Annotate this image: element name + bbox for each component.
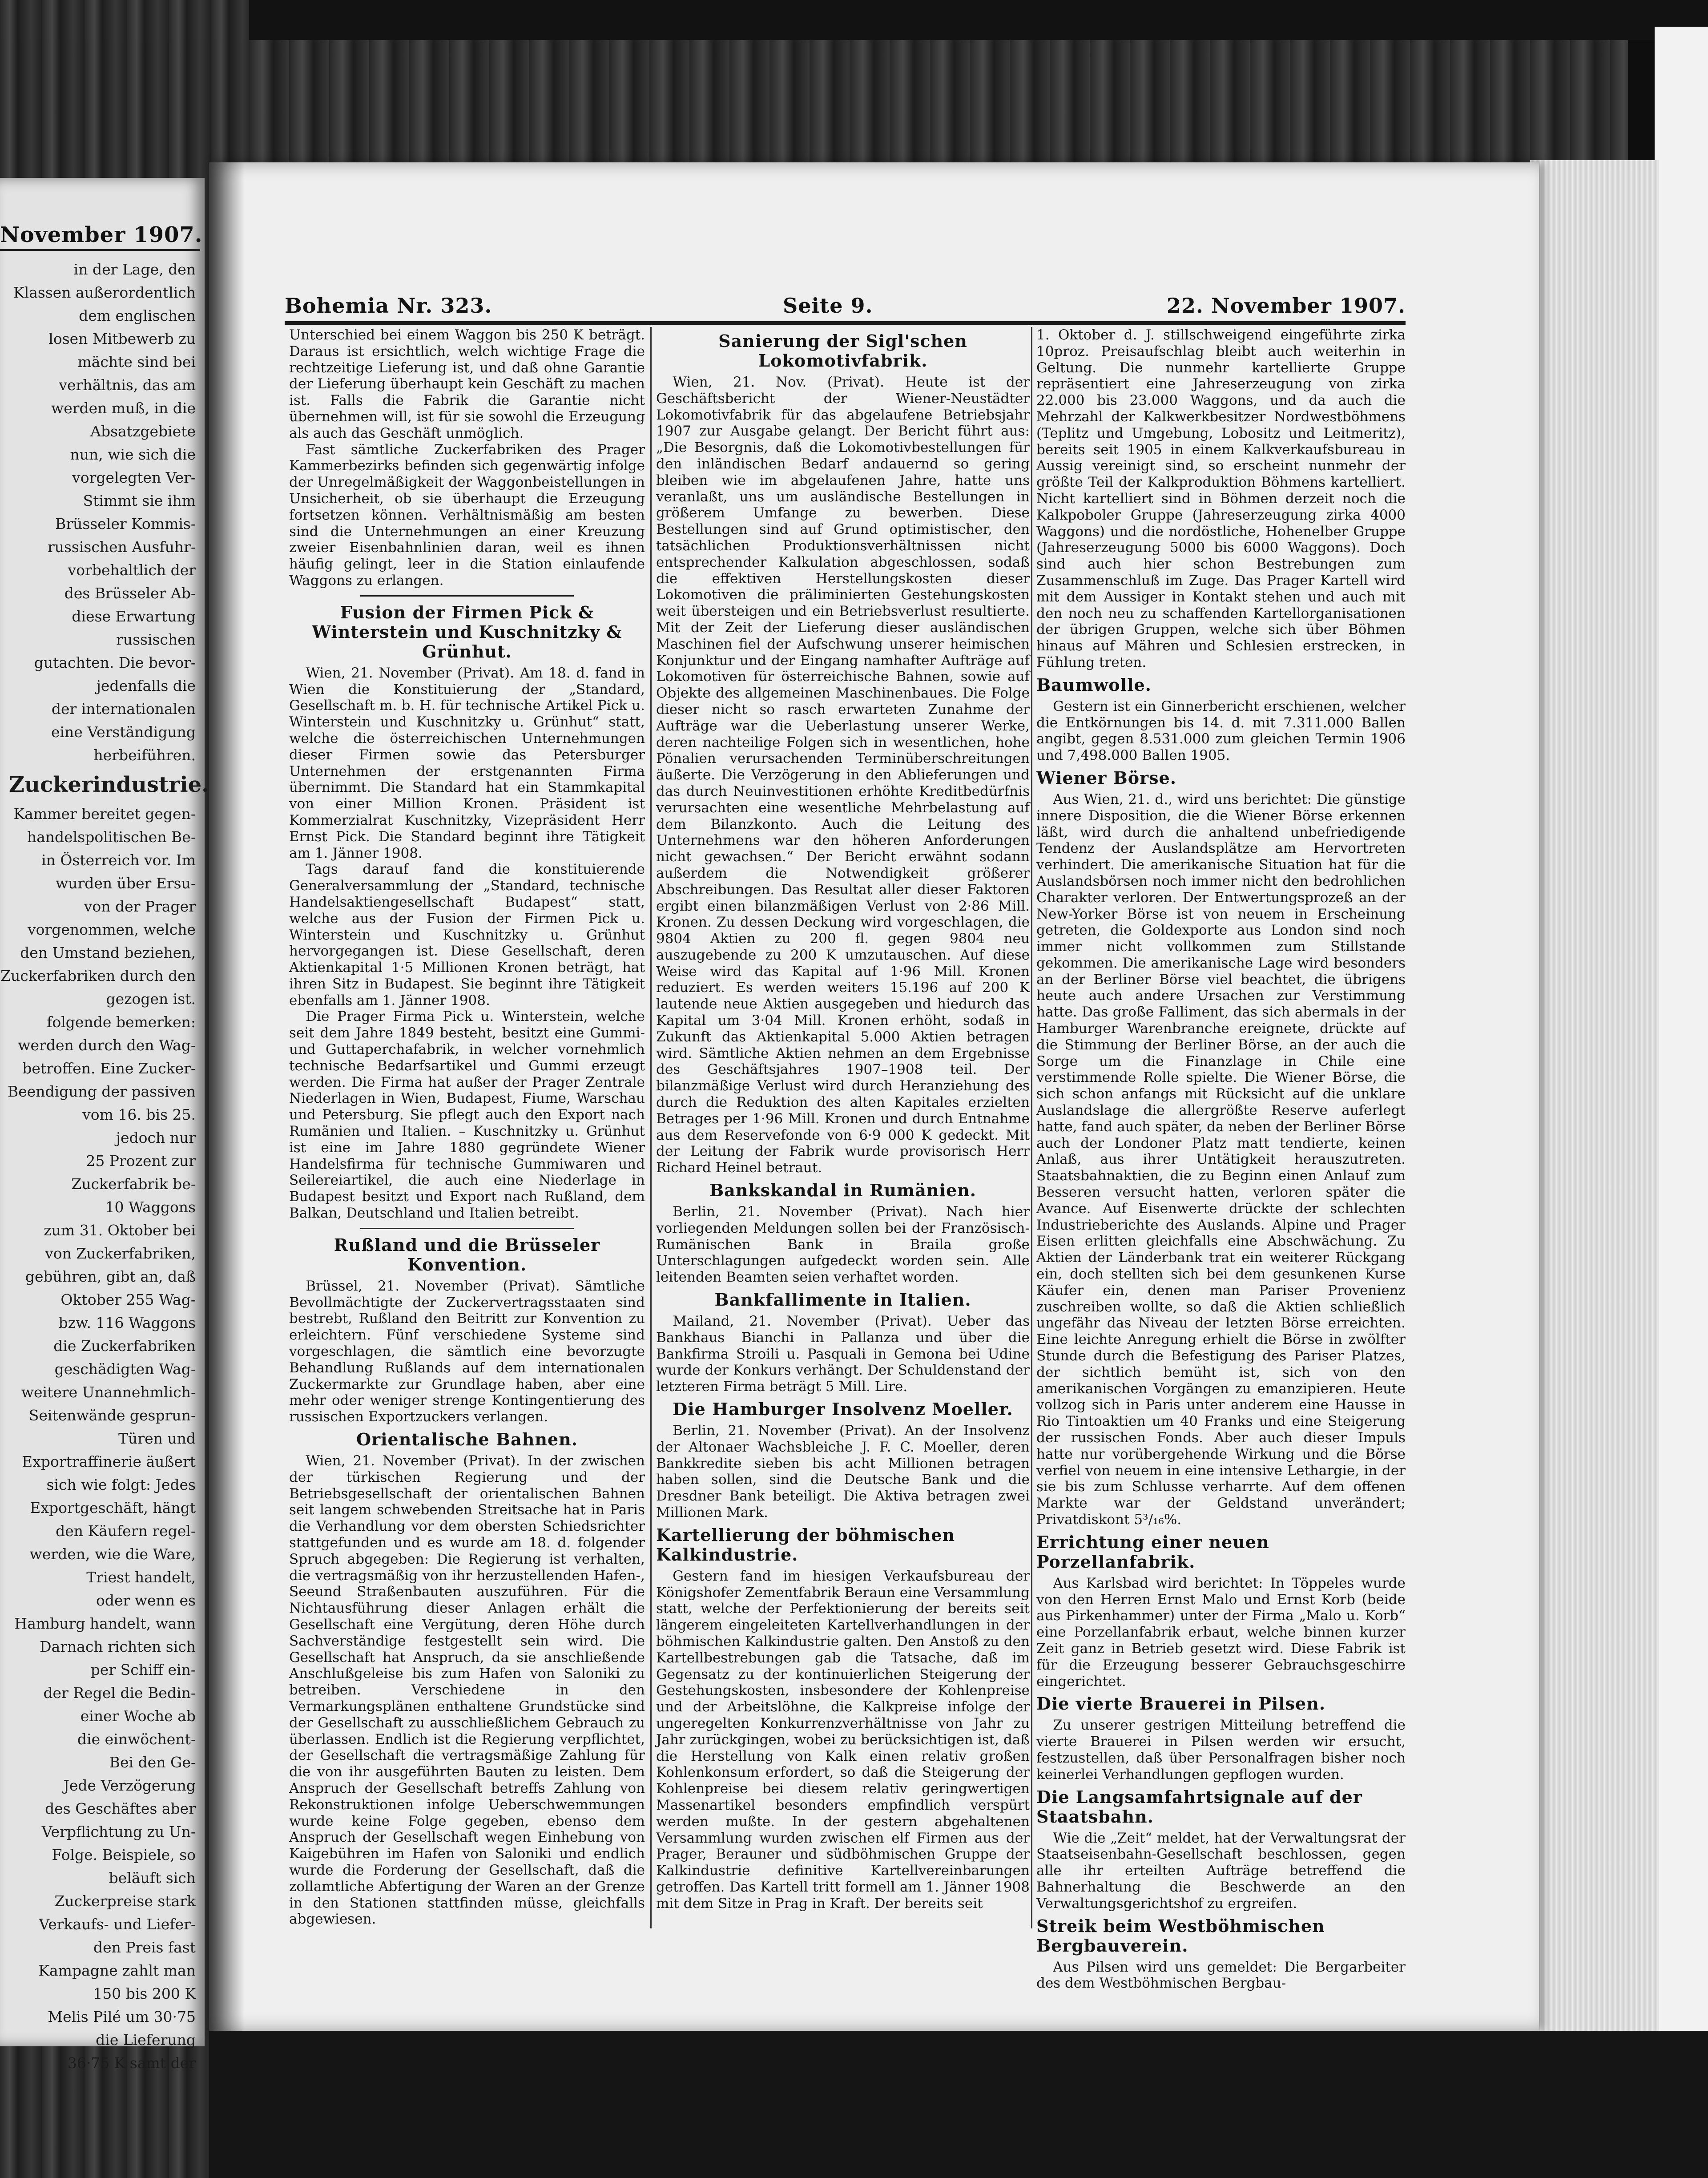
article-paragraph: Gestern ist ein Ginnerbericht erschienen, welcher die Entkörnungen bis 14. d. mit 7.311.000 Ballen angibt, gegen 8.531.000 zum gleichen Termin 1906 und 7,498.000 Ballen 1905.	[1036, 698, 1406, 764]
text-line: Absatzgebiete	[90, 423, 196, 440]
text-line: gezogen ist.	[106, 990, 196, 1008]
article-heading: Orientalische Bahnen.	[356, 1429, 578, 1450]
text-line: Verkaufs- und Liefer-	[39, 1916, 196, 1933]
text-line: bzw. 116 Waggons	[58, 1314, 196, 1331]
text-line: des Geschäftes aber	[45, 1800, 196, 1817]
article-heading: Rußland und die Brüsseler Konvention.	[334, 1234, 600, 1275]
text-line: Jede Verzögerung	[63, 1777, 196, 1794]
text-line: in Österreich vor. Im	[41, 851, 196, 869]
masthead-rule	[285, 321, 1406, 325]
page-masthead	[285, 294, 1406, 320]
text-line: sich wie folgt: Jedes	[46, 1476, 196, 1493]
article-paragraph: Berlin, 21. November (Privat). Nach hier vorliegenden Meldungen sollen bei der Französisch-Rumänischen Bank in Braila große Unterschlagungen aufgedeckt worden sein. Alle leitenden Beamten seien verhaftet worden.	[656, 1204, 1030, 1286]
text-line: Hamburg handelt, wann	[14, 1615, 196, 1632]
text-line: der internationalen	[51, 700, 196, 718]
article-heading: Die vierte Brauerei in Pilsen.	[1036, 1694, 1326, 1714]
article-paragraph: Wien, 21. Nov. (Privat). Heute ist der Geschäftsbericht der Wiener-Neustädter Lokomotivfabrik für das abgelaufene Betriebsjahr 1907 zur Ausgabe gelangt. Der Bericht führt aus: „Die Besorgnis, daß die Lokomotivbestellungen für den inländischen Bedarf andauernd so gering bleiben wie im abgelaufenen Jahre, hatte uns veranlaßt, uns um ausländische Bestellungen in größerem Umfange zu bewerben. Diese Bestellungen sind auf Grund optimistischer, den tatsächlichen Produktionsverhältnissen nicht entsprechender Kalkulation abgeschlossen, sodaß die effektiven Herstellungskosten dieser Lokomotiven die präliminierten Gestehungskosten weit übersteigen und ein Betriebsverlust resultierte. Mit der Zeit der Lieferung dieser ausländischen Maschinen fiel der Aufschwung unserer heimischen Konjunktur und der Eingang namhafter Aufträge auf Lokomotiven für österreichische Bahnen, sowie auf Objekte des allgemeinen Maschinenbaues. Die Folge dieser nicht so rasch erwarteten Zunahme der Aufträge war die Ueberlastung unserer Werke, deren nachteilige Folgen sich in wesentlichen, hohe Pönalien verursachenden Terminüberschreitungen äußerte. Die Verzögerung in den Ablieferungen und das durch Neuinvestitionen erhöhte Kreditbedürfnis verursachten eine wesentliche Mehrbelastung auf dem Bilanzkonto. Auch die Leitung des Unternehmens war den höheren Anforderungen nicht gewachsen.“ Der Bericht erwähnt sodann außerdem die Notwendigkeit größerer Abschreibungen. Das Resultat aller dieser Faktoren ergibt einen bilanzmäßigen Verlust von 2·86 Mill. Kronen. Zu dessen Deckung wird vorgeschlagen, die 9804 Aktien zu 200 fl. gegen 9804 neu auszugebende zu 200 K umzutauschen. Auf diese Weise wird das Kapital auf 1·96 Mill. Kronen reduziert. Es werden weiters 15.196 auf 200 K lautende neue Aktien ausgegeben und hiedurch das Kapital um 3·04 Mill. Kronen erhöht, sodaß in Zukunft das Aktienkapital 5.000 Aktien betragen wird. Sämtliche Aktien nehmen an dem Ergebnisse des Geschäftsjahres 1907–1908 teil. Der bilanzmäßige Verlust wird durch Heranziehung des durch die Reduktion des alten Kapitales erzielten Betrages per 1·96 Mill. Kronen und durch Entnahme aus dem Reservefonde von 6·9 000 K gedeckt. Mit der Leitung der Fabrik wurde provisorisch Herr Richard Heinel betraut.	[656, 374, 1030, 1176]
previous-page-rule	[0, 249, 200, 251]
article-paragraph: Brüssel, 21. November (Privat). Sämtliche Bevollmächtigte der Zuckervertragsstaaten sind bestrebt, Rußland den Beitritt zur Konvention zu erleichtern. Fünf verschiedene Systeme sind vorgeschlagen, die sämtlich eine bevorzugte Behandlung Rußlands auf dem internationalen Zuckermarkte zur Grundlage haben, aber eine mehr oder weniger strenge Kontingentierung des russischen Exportzuckers verlangen.	[289, 1278, 645, 1425]
text-line: Oktober 255 Wag-	[60, 1291, 196, 1308]
text-line: die einwöchent-	[77, 1730, 196, 1748]
text-line: Verpflichtung zu Un-	[41, 1823, 196, 1840]
text-line: dem englischen	[79, 307, 196, 324]
text-line: von der Prager	[84, 898, 196, 915]
text-line: einer Woche ab	[80, 1707, 196, 1725]
article-paragraph: Aus Pilsen wird uns gemeldet: Die Bergarbeiter des dem Westböhmischen Bergbau-	[1036, 1959, 1406, 1992]
text-line: Triest handelt,	[86, 1569, 196, 1586]
text-line: diese Erwartung	[72, 608, 196, 625]
text-line: Stimmt sie ihm	[83, 492, 196, 509]
article-heading: Die Hamburger Insolvenz Moeller.	[673, 1399, 1013, 1420]
text-line: des Brüsseler Ab-	[64, 585, 196, 602]
text-line: werden muß, in die	[51, 399, 196, 417]
text-line: Exportraffinerie äußert	[22, 1453, 196, 1470]
text-line: herbeiführen.	[93, 746, 196, 764]
paper-issue: Bohemia Nr. 323.	[285, 294, 492, 318]
text-line: jedoch nur	[116, 1129, 196, 1146]
text-line: zum 31. Oktober bei	[44, 1222, 196, 1239]
text-line: der Regel die Bedin-	[43, 1684, 196, 1702]
article-heading: Bankskandal in Rumänien.	[709, 1180, 976, 1201]
film-border-right	[1655, 27, 1708, 2178]
article-heading: Bankfallimente in Italien.	[714, 1290, 971, 1310]
text-line: beläuft sich	[109, 1869, 196, 1887]
column-2	[656, 327, 1030, 1937]
text-line: verhältnis, das am	[59, 376, 196, 394]
text-line: 25 Prozent zur	[86, 1152, 196, 1170]
article-paragraph: Zu unserer gestrigen Mitteilung betreffend die vierte Brauerei in Pilsen werden wir ersucht, festzustellen, daß über Personalfragen bisher noch keinerlei Verhandlungen gepflogen wurden.	[1036, 1717, 1406, 1783]
text-line: mächte sind bei	[77, 353, 196, 371]
text-line: die Zuckerfabriken	[53, 1337, 196, 1355]
article-heading: Fusion der Firmen Pick & Winterstein und Kuschnitzky & Grünhut.	[312, 602, 622, 661]
article-paragraph: Gestern fand im hiesigen Verkaufsbureau der Königshofer Zementfabrik Beraun eine Versammlung statt, welche der Perfektionierung der bereits seit längerem eingeleiteten Kartellverhandlungen in der böhmischen Kalkindustrie galten. Den Anstoß zu den Kartellbestrebungen gab die Tatsache, daß im Gegensatz zu der kontinuierlichen Steigerung der Gestehungskosten, insbesondere der Kohlenpreise und der Arbeitslöhne, die Kalkpreise infolge der ungeregelten Konkurrenzverhältnisse von Jahr zu Jahr zurückgingen, wobei zu berücksichtigen ist, daß die Herstellung von Kalk einen relativ großen Kohlenkonsum erfordert, so daß die Steigerung der Kohlenpreise bei diesem relativ geringwertigen Massenartikel besonders empfindlich verspürt werden mußte. In der gestern abgehaltenen Versammlung wurden zwischen elf Firmen aus der Prager, Berauner und südböhmischen Gruppe der Kalkindustrie definitive Kartellvereinbarungen getroffen. Das Kartell tritt formell am 1. Jänner 1908 mit dem Sitze in Prag in Kraft. Der bereits seit	[656, 1568, 1030, 1912]
binding-shadow	[209, 162, 245, 2031]
text-line: russischen	[116, 631, 196, 648]
article-heading: Kartellierung der böhmischen Kalkindustrie.	[656, 1525, 955, 1565]
text-line: Exportgeschäft, hängt	[30, 1499, 196, 1517]
text-line: wurden über Ersu-	[55, 875, 196, 892]
text-line: weitere Unannehmlich-	[21, 1383, 196, 1401]
article-paragraph: Wie die „Zeit“ meldet, hat der Verwaltungsrat der Staatseisenbahn-Gesellschaft beschlossen, gegen alle ihr erteilten Aufträge betreffend die Bahnerhaltung die Beschwerde an den Verwaltungsgerichtshof zu ergreifen.	[1036, 1830, 1406, 1912]
text-line: handelspolitischen Be-	[27, 828, 196, 846]
text-line: nun, wie sich die	[70, 446, 196, 463]
text-line: geschädigten Wag-	[54, 1360, 196, 1378]
article-paragraph: Unterschied bei einem Waggon bis 250 K beträgt. Daraus ist ersichtlich, welch wichtige Frage die rechtzeitige Lieferung ist, und daß ohne Garantie der Lieferung überhaupt kein Geschäft zu machen ist. Falls die Fabrik die Garantie nicht übernehmen will, ist für sie sowohl die Erzeugung als auch das Geschäft unmöglich.	[289, 327, 645, 441]
text-line: vom 16. bis 25.	[82, 1106, 196, 1123]
text-line: 10 Waggons	[105, 1198, 196, 1216]
text-line: Zuckerfabrik be-	[71, 1175, 196, 1193]
film-border-top	[0, 0, 1708, 40]
issue-date: 22. November 1907.	[1166, 294, 1406, 318]
text-line: Zuckerfabriken durch den	[0, 967, 196, 984]
article-paragraph: Aus Karlsbad wird berichtet: In Töppeles wurde von den Herren Ernst Malo und Ernst Korb (beide aus Pirkenhammer) unter der Firma „Malo u. Korb“ eine Porzellanfabrik erbaut, welche binnen kurzer Zeit ganz in Betrieb gesetzt wird. Diese Fabrik ist für die Erzeugung besserer Gebrauchsgeschirre eingerichtet.	[1036, 1575, 1406, 1690]
text-line: gebühren, gibt an, daß	[25, 1268, 196, 1285]
text-line: 36·75 K samt der	[67, 2054, 196, 2072]
article-paragraph: Die Prager Firma Pick u. Winterstein, welche seit dem Jahre 1849 besteht, besitzt eine Gummi- und Guttaperchafabrik, in welcher vornehmlich technische Bedarfsartikel und Gummi erzeugt werden. Die Firma hat außer der Prager Zentrale Niederlagen in Wien, Budapest, Fiume, Warschau und Petersburg. Sie pflegt auch den Export nach Rumänien und Italien. – Kuschnitzky u. Grünhut ist eine im Jahre 1880 gegründete Wiener Handelsfirma für technische Gummiwaren und Seilereiartikel, die auch eine Niederlage in Budapest besitzt und Export nach Rußland, dem Balkan, Deutschland und Italien betreibt.	[289, 1008, 645, 1222]
text-line: russischen Ausfuhr-	[47, 538, 196, 556]
text-line: Kammer bereitet gegen-	[13, 805, 196, 823]
text-line: losen Mitbewerb zu	[48, 330, 196, 347]
text-line: per Schiff ein-	[90, 1661, 196, 1678]
text-line: jedenfalls die	[96, 677, 196, 694]
text-line: Kampagne zahlt man	[38, 1962, 196, 1979]
text-line: in der Lage, den	[73, 261, 196, 278]
article-heading: Streik beim Westböhmischen Bergbauverein.	[1036, 1916, 1325, 1956]
text-line: Melis Pilé um 30·75	[48, 2008, 196, 2025]
column-3	[1036, 327, 1406, 1992]
film-border-bottom	[209, 2031, 1708, 2178]
wood-background-top	[249, 40, 1628, 173]
text-line: Türen und	[118, 1430, 196, 1447]
section-divider	[360, 1228, 574, 1229]
text-line: werden durch den Wag-	[18, 1037, 196, 1054]
article-heading: Sanierung der Sigl'schen Lokomotivfabrik.	[718, 331, 967, 371]
text-line: werden, wie die Ware,	[29, 1545, 196, 1563]
text-line: den Preis fast	[93, 1939, 196, 1956]
text-line: den Käufern regel-	[56, 1522, 196, 1540]
text-line: vorgelegten Ver-	[72, 469, 196, 486]
text-line: Folge. Beispiele, so	[52, 1846, 196, 1863]
text-line: Darnach richten sich	[40, 1638, 196, 1655]
article-paragraph: Wien, 21. November (Privat). In der zwischen der türkischen Regierung und der Betriebsgesellschaft der orientalischen Bahnen seit langem schwebenden Streitsache hat in Paris die Verhandlung vor dem obersten Schiedsrichter stattgefunden und es wurde am 18. d. folgender Spruch abgegeben: Die Regierung ist verhalten, die vertragsmäßig von ihr herzustellenden Hafen-, Seeund Straßenbauten auszuführen. Für die Nichtausführung dieser Anlagen erhält die Gesellschaft eine Vergütung, deren Höhe durch Sachverständige festgestellt sein wird. Die Gesellschaft hat Anspruch, da sie anschließende Anschlußgeleise bis zum Hafen von Saloniki zu betreiben. Verschiedene in den Vermarkungsplänen enthaltene Grundstücke sind der Gesellschaft zu ausschließlichem Gebrauch zu überlassen. Endlich ist die Regierung verpflichtet, der Gesellschaft die vertragsmäßige Zahlung für die von ihr ausgeführten Bauten zu leisten. Dem Anspruch der Gesellschaft betreffs Zahlung von Rekonstruktionen infolge Ueberschwemmungen wurde keine Folge gegeben, ebenso dem Anspruch der Gesellschaft wegen Einhebung von Kaigebühren im Hafen von Saloniki und endlich wurde die Forderung der Gesellschaft, daß die zollamtliche Abfertigung der Waren an der Grenze in den Stationen stattfinden müsse, gleichfalls abgewiesen.	[289, 1453, 645, 1928]
text-line: Zuckerpreise stark	[54, 1892, 196, 1910]
text-line: gutachten. Die bevor-	[34, 654, 196, 671]
column-1	[289, 327, 645, 1937]
article-paragraph: Aus Wien, 21. d., wird uns berichtet: Die günstige innere Disposition, die die Wiener Börse erkennen läßt, wird durch die anhaltend unbefriedigende Tendenz der Auslandsplätze am Hervortreten verhindert. Die amerikanische Situation hat für die Auslandsbörsen noch immer nicht den bedrohlichen Charakter verloren. Der Entwertungsprozeß an der New-Yorker Börse ist von neuem in Erscheinung getreten, die Goldexporte aus London sind noch immer nicht vollkommen zum Stillstande gekommen. Die amerikanische Lage wird besonders an der Berliner Börse viel beachtet, die übrigens heute auch andere Ursachen zur Verstimmung hatte. Das große Falliment, das sich abermals in der Hamburger Warenbranche ereignete, drückte auf die Stimmung der Berliner Börse, an der auch die Sorge um die Finanzlage in Chile eine verstimmende Rolle spielte. Die Wiener Börse, die sich schon anfangs mit Rücksicht auf die unklare Auslandslage die allergrößte Reserve auferlegt hatte, fand auch später, da neben der Berliner Börse auch der Londoner Platz matt tendierte, keinen Anlaß, aus ihrer Untätigkeit herauszutreten. Staatsbahnaktien, die zu Beginn einen Anlauf zum Besseren versucht hatten, verloren später die Avance. Auf Eisenwerte drückte der schlechten Industrieberichte des Auslands. Alpine und Prager Eisen erlitten gleichfalls eine Abschwächung. Zu Aktien der Länderbank trat ein weiterer Rückgang ein, doch stellten sich bei dem gesunkenen Kurse Käufer ein, denen man Pariser Provenienz zuschreiben wollte, so daß die Aktien schließlich ungefähr das Niveau der letzten Börse erreichten. Eine leichte Anregung erhielt die Börse in zwölfter Stunde durch die Befestigung des Pariser Platzes, der sichtlich bemüht ist, sich von den amerikanischen Vorgängen zu emanzipieren. Heute vollzog sich in Paris unter anderem eine Hausse in Rio Tintoaktien um 40 Franks und eine Steigerung der russischen Fonds. Aber auch dieser Impuls hatte nur vorübergehende Wirkung und die Börse verfiel von neuem in eine intensive Lethargie, in der sie bis zum Schlusse verharrte. Auf dem offenen Markte war der Geldstand unverändert; Privatdiskont 5³/₁₆%.	[1036, 791, 1406, 1528]
section-divider	[360, 595, 574, 597]
text-line: 150 bis 200 K	[93, 1985, 196, 2002]
column-rule	[650, 327, 652, 1928]
text-line: von Zuckerfabriken,	[45, 1245, 196, 1262]
text-line: Beendigung der passiven	[7, 1083, 196, 1100]
article-heading: Die Langsamfahrtsignale auf der Staatsbahn.	[1036, 1787, 1362, 1827]
article-paragraph: Tags darauf fand die konstituierende Generalversammlung der „Standard, technische Handelsaktiengesellschaft Budapest“ statt, welche aus der Fusion der Firmen Pick u. Winterstein und Kuschnitzky u. Grünhut hervorgegangen ist. Diese Gesellschaft, deren Aktienkapital 1·5 Millionen Kronen beträgt, hat ihren Sitz in Budapest. Sie beginnt ihre Tätigkeit ebenfalls am 1. Jänner 1908.	[289, 861, 645, 1008]
text-line: Bei den Ge-	[109, 1754, 196, 1771]
text-line: Seitenwände gesprun-	[28, 1407, 196, 1424]
text-line: die Lieferung	[96, 2031, 196, 2049]
text-line: eine Verständigung	[51, 723, 196, 741]
text-line: oder wenn es	[96, 1592, 196, 1609]
text-line: Klassen außerordentlich	[13, 284, 196, 301]
text-line: vorgenommen, welche	[27, 921, 196, 938]
previous-page-header: November 1907.	[0, 222, 203, 247]
text-line: folgende bemerken:	[47, 1013, 196, 1031]
section-heading: Zuckerindustrie.	[9, 772, 209, 797]
article-paragraph: Fast sämtliche Zuckerfabriken des Prager Kammerbezirks befinden sich gegenwärtig infolge der Unregelmäßigkeit der Waggonbeistellungen in Unsicherheit, ob sie überhaupt die Erzeugung fortsetzen können. Verhältnismäßig am besten sind die Unternehmungen an einer Kreuzung zweier Eisenbahnlinien daran, weil es ihnen häufig gelingt, leer in die Station einlaufende Waggons zu erlangen.	[289, 441, 645, 589]
text-line: vorbehaltlich der	[68, 561, 196, 579]
article-paragraph: Berlin, 21. November (Privat). An der Insolvenz der Altonaer Wachsbleiche J. F. C. Moeller, deren Bankkredite sieben bis acht Millionen betragen haben sollen, sind die Deutsche Bank und die Dresdner Bank beteiligt. Die Aktiva betragen zwei Millionen Mark.	[656, 1423, 1030, 1521]
article-heading: Errichtung einer neuen Porzellanfabrik.	[1036, 1532, 1269, 1572]
article-paragraph: 1. Oktober d. J. stillschweigend eingeführte zirka 10proz. Preisaufschlag bleibt auch weiterhin in Geltung. Die nunmehr kartellierte Gruppe repräsentiert eine Jahreserzeugung von zirka 22.000 bis 23.000 Waggons, und da auch die Mehrzahl der Kalkwerkbesitzer Nordwestböhmens (Teplitz und Umgebung, Lobositz und Leitmeritz), bereits seit 1905 in einem Kalkverkaufsbureau in Aussig vereinigt sind, so erscheint nunmehr der größte Teil der Kalkproduktion Böhmens kartelliert. Nicht kartelliert sind in Böhmen derzeit noch die Kalkpoboler Gruppe (Jahreserzeugung zirka 4000 Waggons) und die nordöstliche, Hohenelber Gruppe (Jahreserzeugung 5000 bis 6000 Waggons). Doch sind auch hier schon Bestrebungen zum Zusammenschluß im Zuge. Das Prager Kartell wird mit dem Aussiger in Kontakt stehen und auch mit den noch neu zu schaffenden Kartellorganisationen der übrigen Gruppen, welche sich über Böhmen hinaus auf Mähren und Schlesien erstrecken, in Fühlung treten.	[1036, 327, 1406, 670]
previous-page-column	[0, 258, 209, 2072]
column-rule	[1031, 327, 1032, 1928]
article-heading: Baumwolle.	[1036, 674, 1152, 695]
article-paragraph: Wien, 21. November (Privat). Am 18. d. fand in Wien die Konstituierung der „Standard, Gesellschaft m. b. H. für technische Artikel Pick u. Winterstein und Kuschnitzky u. Grünhut“ statt, welche die österreichischen Unternehmungen dieser Firmen sowie das Petersburger Unternehmen der erstgenannten Firma übernimmt. Die Standard hat ein Stammkapital von einer Million Kronen. Präsident ist Kommerzialrat Kuschnitzky, Vizepräsident Herr Ernst Pick. Die Standard beginnt ihre Tätigkeit am 1. Jänner 1908.	[289, 665, 645, 861]
text-line: betroffen. Eine Zucker-	[22, 1060, 196, 1077]
text-line: Brüsseler Kommis-	[55, 515, 196, 532]
text-line: den Umstand beziehen,	[20, 944, 196, 961]
article-paragraph: Mailand, 21. November (Privat). Ueber das Bankhaus Bianchi in Pallanza und über die Bankfirma Stroili u. Pasquali in Gemona bei Udine wurde der Konkurs verhängt. Der Schuldenstand der letzteren Firma beträgt 5 Mill. Lire.	[656, 1313, 1030, 1395]
article-heading: Wiener Börse.	[1036, 767, 1176, 788]
page-number: Seite 9.	[783, 294, 873, 318]
page-edge-stack	[1530, 160, 1659, 2051]
